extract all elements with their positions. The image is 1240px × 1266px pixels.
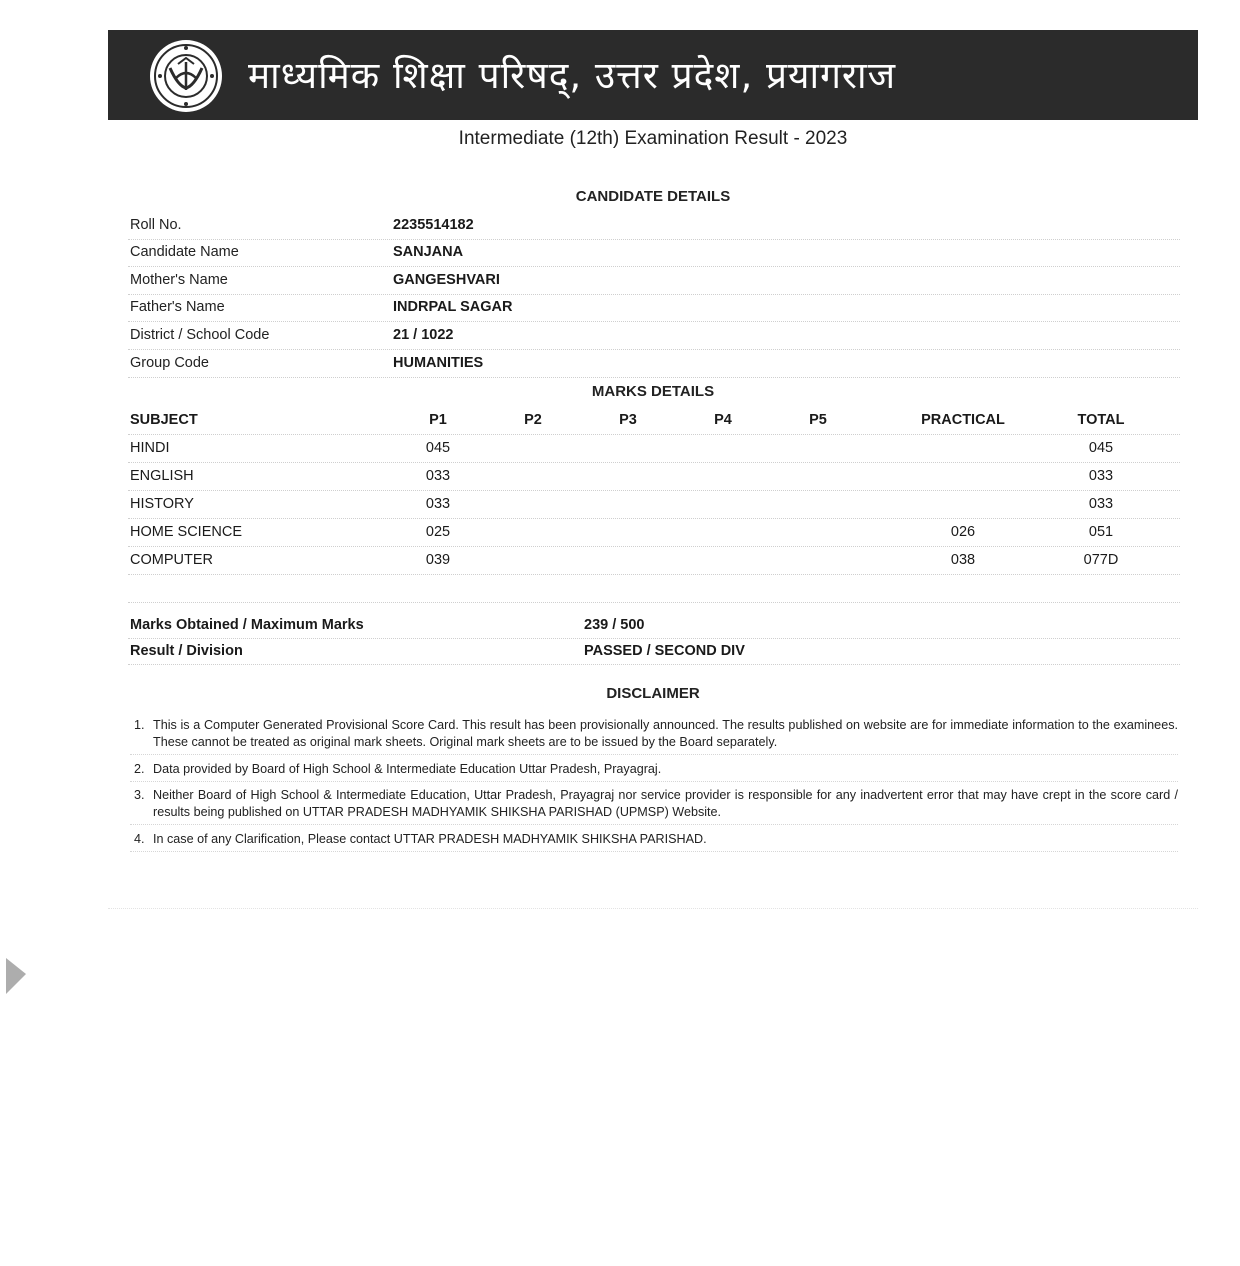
table-row xyxy=(128,518,1180,547)
column-header-p5: P5 xyxy=(809,412,827,428)
disclaimer-item xyxy=(130,717,1178,755)
field-label: Mother's Name xyxy=(130,272,228,288)
disclaimer-heading: DISCLAIMER xyxy=(606,685,700,702)
column-header-p2: P2 xyxy=(524,412,542,428)
upmsp-emblem-icon xyxy=(148,38,224,114)
marks-obtained-row xyxy=(128,612,1180,639)
marks-obtained-value: 239 / 500 xyxy=(584,617,645,633)
table-row xyxy=(128,546,1180,575)
father-name-row xyxy=(128,294,1180,322)
result-division-label: Result / Division xyxy=(130,643,243,659)
column-header-p1: P1 xyxy=(429,412,447,428)
disclaimer-text: Neither Board of High School & Intermediate Education, Uttar Pradesh, Prayagraj nor service provider is responsible for any inadvertent error that may have crept in the score card / results being published on UTTAR PRADESH MADHYAMIK SHIKSHA PARISHAD (UPMSP) Website. xyxy=(153,788,1178,819)
practical-cell: 038 xyxy=(950,552,976,568)
father-name-value: INDRPAL SAGAR xyxy=(393,299,513,315)
district-school-code-value: 21 / 1022 xyxy=(393,327,454,343)
exam-title: Intermediate (12th) Examination Result - 2023 xyxy=(458,128,848,149)
column-header-p4: P4 xyxy=(714,412,732,428)
p1-cell: 025 xyxy=(425,524,451,540)
marks-obtained-label: Marks Obtained / Maximum Marks xyxy=(130,617,364,633)
field-label: Father's Name xyxy=(130,299,225,315)
practical-cell: 026 xyxy=(950,524,976,540)
candidate-details-heading: CANDIDATE DETAILS xyxy=(575,188,731,205)
marks-details-heading: MARKS DETAILS xyxy=(591,383,715,400)
p1-cell: 045 xyxy=(425,440,451,456)
table-row xyxy=(128,462,1180,491)
field-label: Candidate Name xyxy=(130,244,239,260)
field-label: Group Code xyxy=(130,355,209,371)
total-cell: 033 xyxy=(1088,496,1114,512)
column-header-p3: P3 xyxy=(619,412,637,428)
disclaimer-text: In case of any Clarification, Please contact UTTAR PRADESH MADHYAMIK SHIKSHA PARISHAD. xyxy=(153,832,707,846)
field-label: District / School Code xyxy=(130,327,270,343)
total-cell: 045 xyxy=(1088,440,1114,456)
blank-divider-row xyxy=(128,574,1180,603)
subject-cell: COMPUTER xyxy=(130,552,213,568)
group-code-value: HUMANITIES xyxy=(393,355,484,371)
disclaimer-number: 1. xyxy=(134,718,145,732)
group-code-row xyxy=(128,350,1180,378)
subject-cell: HISTORY xyxy=(130,496,194,512)
result-division-row xyxy=(128,638,1180,665)
subject-cell: HINDI xyxy=(130,440,170,456)
column-header-subject: SUBJECT xyxy=(130,412,198,428)
scan-mark xyxy=(6,958,26,994)
disclaimer-item xyxy=(130,787,1178,825)
mother-name-value: GANGESHVARI xyxy=(393,272,500,288)
disclaimer-item xyxy=(130,831,1178,852)
disclaimer-text: This is a Computer Generated Provisional Score Card. This result has been provisionally announced. The results published on website are for immediate information to the examinees. These cannot be treated as original mark sheets. Original mark sheets are to be issued by the Board separately. xyxy=(153,718,1178,749)
field-label: Roll No. xyxy=(130,217,182,233)
mother-name-row xyxy=(128,267,1180,295)
disclaimer-number: 3. xyxy=(134,788,145,802)
table-row xyxy=(128,434,1180,463)
total-cell: 077D xyxy=(1083,552,1119,568)
column-header-practical: PRACTICAL xyxy=(921,412,1005,428)
column-header-total: TOTAL xyxy=(1077,412,1125,428)
total-cell: 033 xyxy=(1088,468,1114,484)
roll-number-row xyxy=(128,212,1180,240)
board-name: माध्यमिक शिक्षा परिषद्, उत्तर प्रदेश, प्रयागराज xyxy=(248,54,897,97)
header-banner xyxy=(108,30,1198,120)
p1-cell: 033 xyxy=(425,496,451,512)
candidate-name-row xyxy=(128,239,1180,267)
subject-cell: ENGLISH xyxy=(130,468,194,484)
p1-cell: 033 xyxy=(425,468,451,484)
disclaimer-number: 2. xyxy=(134,762,145,776)
total-cell: 051 xyxy=(1088,524,1114,540)
result-division-value: PASSED / SECOND DIV xyxy=(584,643,745,659)
marks-table-header xyxy=(128,406,1180,435)
disclaimer-number: 4. xyxy=(134,832,145,846)
p1-cell: 039 xyxy=(425,552,451,568)
roll-number-value: 2235514182 xyxy=(393,217,474,233)
district-school-code-row xyxy=(128,322,1180,350)
disclaimer-item xyxy=(130,761,1178,782)
disclaimer-text: Data provided by Board of High School & Intermediate Education Uttar Pradesh, Prayagraj. xyxy=(153,762,662,776)
candidate-name-value: SANJANA xyxy=(393,244,464,260)
result-sheet xyxy=(108,30,1198,909)
subject-cell: HOME SCIENCE xyxy=(130,524,242,540)
table-row xyxy=(128,490,1180,519)
